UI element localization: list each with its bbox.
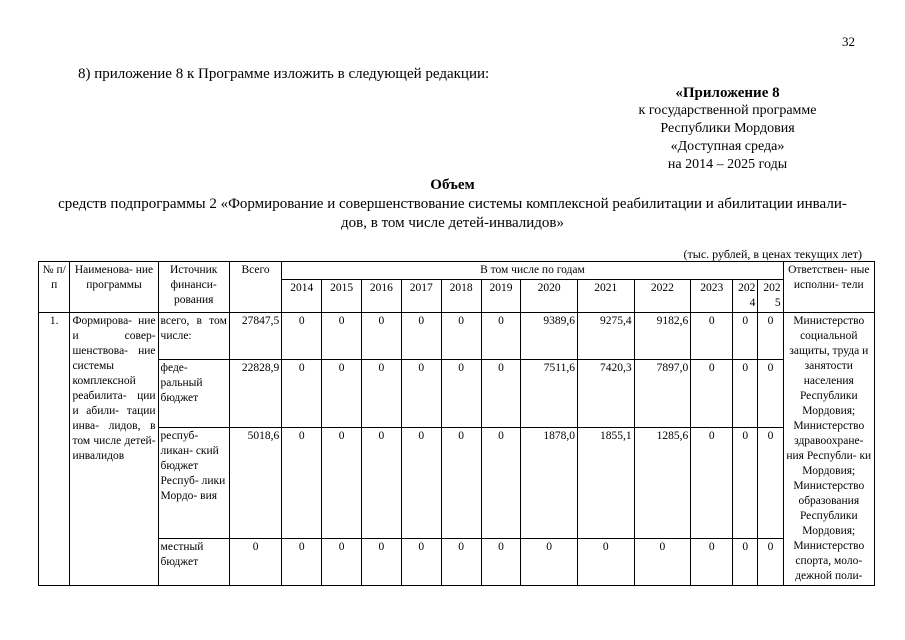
title-heading: Объем	[430, 177, 475, 193]
value-cell: 7511,6	[521, 359, 578, 427]
value-cell: 1855,1	[577, 428, 634, 539]
header-name: Наименова- ние программы	[70, 262, 158, 313]
value-cell: 0	[758, 313, 783, 360]
total-cell: 0	[229, 539, 281, 586]
year-header: 2020	[521, 280, 578, 313]
source-cell: феде- ральный бюджет	[158, 359, 229, 427]
year-header: 202 4	[733, 280, 758, 313]
row-number: 1.	[39, 313, 70, 586]
year-header: 2015	[322, 280, 362, 313]
value-cell: 0	[401, 428, 441, 539]
source-cell: местный бюджет	[158, 539, 229, 586]
value-cell: 0	[691, 428, 733, 539]
year-header: 2014	[282, 280, 322, 313]
table-row	[39, 313, 875, 360]
header-row	[39, 262, 875, 280]
year-header: 2017	[401, 280, 441, 313]
value-cell: 9275,4	[577, 313, 634, 360]
value-cell: 0	[401, 359, 441, 427]
header-num: № п/п	[39, 262, 70, 313]
total-cell: 27847,5	[229, 313, 281, 360]
value-cell: 0	[481, 313, 521, 360]
value-cell: 0	[401, 313, 441, 360]
value-cell: 0	[758, 539, 783, 586]
value-cell: 7897,0	[634, 359, 691, 427]
responsible-cell: Министерство социальной защиты, труда и занятости населения Республики Мордовия; Министерство здравоохране- ния Республи- ки Мордовия; Министерство образования Республики Мордовия; Министерство спорта, моло- дежной поли-	[783, 313, 874, 586]
value-cell: 9389,6	[521, 313, 578, 360]
annex-block	[600, 84, 855, 174]
year-header: 2022	[634, 280, 691, 313]
year-header: 2019	[481, 280, 521, 313]
annex-line: к государственной программе	[638, 103, 817, 118]
table-row	[39, 428, 875, 539]
value-cell: 0	[634, 539, 691, 586]
value-cell: 0	[691, 539, 733, 586]
value-cell: 0	[361, 539, 401, 586]
unit-note: (тыс. рублей, в ценах текущих лет)	[683, 247, 862, 261]
program-name: Формирова- ние и совер- шенствова- ние системы комплексной реабилита- ции и абили- тации инва- лидов, в том числе детей- инвалидов	[70, 313, 158, 586]
header-by-years: В том числе по годам	[282, 262, 783, 280]
document-title	[36, 176, 869, 233]
funding-table	[38, 261, 875, 586]
intro-text: 8) приложение 8 к Программе изложить в следующей редакции:	[78, 66, 490, 82]
value-cell: 0	[691, 313, 733, 360]
value-cell: 1285,6	[634, 428, 691, 539]
value-cell: 0	[577, 539, 634, 586]
title-line: средств подпрограммы 2 «Формирование и совершенствование системы комплексной реабилитации и абилитации инвали-	[58, 196, 847, 212]
total-cell: 22828,9	[229, 359, 281, 427]
total-cell: 5018,6	[229, 428, 281, 539]
year-header: 2018	[441, 280, 481, 313]
value-cell: 0	[481, 539, 521, 586]
value-cell: 0	[733, 359, 758, 427]
value-cell: 0	[733, 313, 758, 360]
value-cell: 0	[691, 359, 733, 427]
value-cell: 9182,6	[634, 313, 691, 360]
page-number: 32	[842, 34, 855, 49]
value-cell: 0	[441, 539, 481, 586]
value-cell: 0	[361, 359, 401, 427]
value-cell: 0	[441, 428, 481, 539]
annex-line: на 2014 – 2025 годы	[667, 157, 788, 172]
source-cell: респуб- ликан- ский бюджет Респуб- лики Мордо- вия	[158, 428, 229, 539]
value-cell: 0	[282, 359, 322, 427]
value-cell: 0	[361, 428, 401, 539]
value-cell: 0	[521, 539, 578, 586]
value-cell: 0	[481, 359, 521, 427]
value-cell: 0	[758, 359, 783, 427]
value-cell: 0	[282, 428, 322, 539]
annex-line: Республики Мордовия	[660, 121, 795, 136]
value-cell: 0	[401, 539, 441, 586]
value-cell: 0	[733, 428, 758, 539]
year-header: 2016	[361, 280, 401, 313]
value-cell: 0	[322, 428, 362, 539]
annex-line: «Доступная среда»	[670, 139, 785, 154]
value-cell: 0	[481, 428, 521, 539]
value-cell: 0	[733, 539, 758, 586]
value-cell: 1878,0	[521, 428, 578, 539]
value-cell: 0	[758, 428, 783, 539]
year-header: 202 5	[758, 280, 783, 313]
table-row	[39, 359, 875, 427]
value-cell: 0	[441, 313, 481, 360]
value-cell: 7420,3	[577, 359, 634, 427]
title-line: дов, в том числе детей-инвалидов»	[341, 215, 564, 231]
value-cell: 0	[441, 359, 481, 427]
value-cell: 0	[322, 313, 362, 360]
header-responsible: Ответствен- ные исполни- тели	[783, 262, 874, 313]
value-cell: 0	[282, 539, 322, 586]
value-cell: 0	[322, 359, 362, 427]
header-source: Источник финанси- рования	[158, 262, 229, 313]
value-cell: 0	[322, 539, 362, 586]
source-cell: всего, в том числе:	[158, 313, 229, 360]
year-header: 2021	[577, 280, 634, 313]
annex-heading: «Приложение 8	[675, 85, 780, 101]
table-row	[39, 539, 875, 586]
value-cell: 0	[361, 313, 401, 360]
value-cell: 0	[282, 313, 322, 360]
header-total: Всего	[229, 262, 281, 313]
year-header: 2023	[691, 280, 733, 313]
